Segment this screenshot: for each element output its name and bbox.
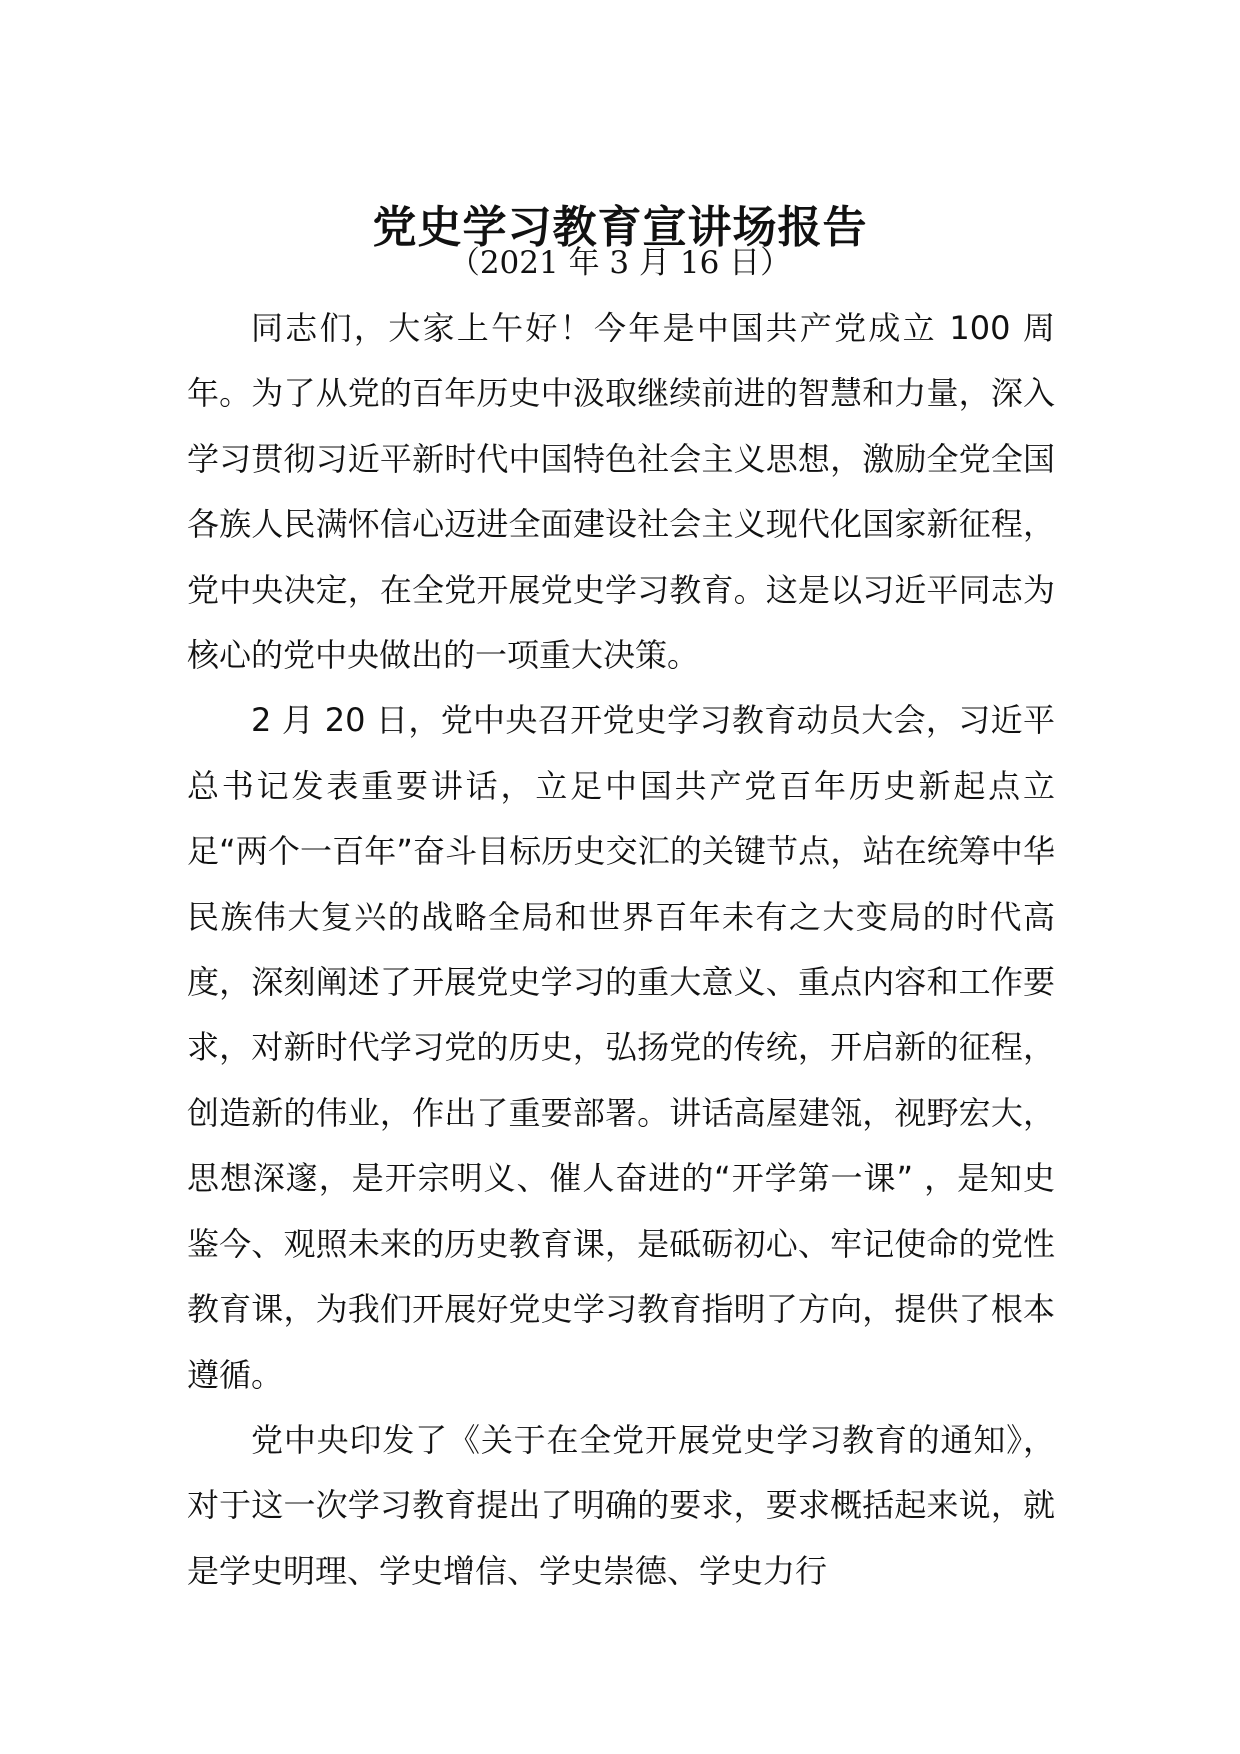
paragraph-2: 2 月 20 日，党中央召开党史学习教育动员大会，习近平总书记发表重要讲话，立足中国共产党百年历史新起点立足“两个一百年”奋斗目标历史交汇的关键节点，站在统筹中华民族伟大复兴的战略全局和世界百年未有之大变局的时代高度，深刻阐述了开展党史学习的重大意义、重点内容和工作要求，对新时代学习党的历史，弘扬党的传统，开启新的征程，创造新的伟业，作出了重要部署。讲话高屋建瓴，视野宏大，思想深邃，是开宗明义、催人奋进的“开学第一课” ，是知史鉴今、观照未来的历史教育课，是砥砺初心、牢记使命的党性教育课，为我们开展好党史学习教育指明了方向，提供了根本遵循。 (187, 701, 1055, 1394)
paragraph-1: 同志们，大家上午好！今年是中国共产党成立 100 周年。为了从党的百年历史中汲取继续前进的智慧和力量，深入学习贯彻习近平新时代中国特色社会主义思想，激励全党全国各族人民满怀信心迈进全面建设社会主义现代化国家新征程，党中央决定，在全党开展党史学习教育。这是以习近平同志为核心的党中央做出的一项重大决策。 (187, 309, 1055, 675)
document-title: 党史学习教育宣讲场报告 (372, 202, 868, 254)
document-body (187, 296, 1055, 1604)
paragraph-3: 党中央印发了《关于在全党开展党史学习教育的通知》，对于这一次学习教育提出了明确的要求，要求概括起来说，就是学史明理、学史增信、学史崇德、学史力行 (187, 1420, 1055, 1590)
document-date: （2021 年 3 月 16 日） (448, 245, 792, 281)
